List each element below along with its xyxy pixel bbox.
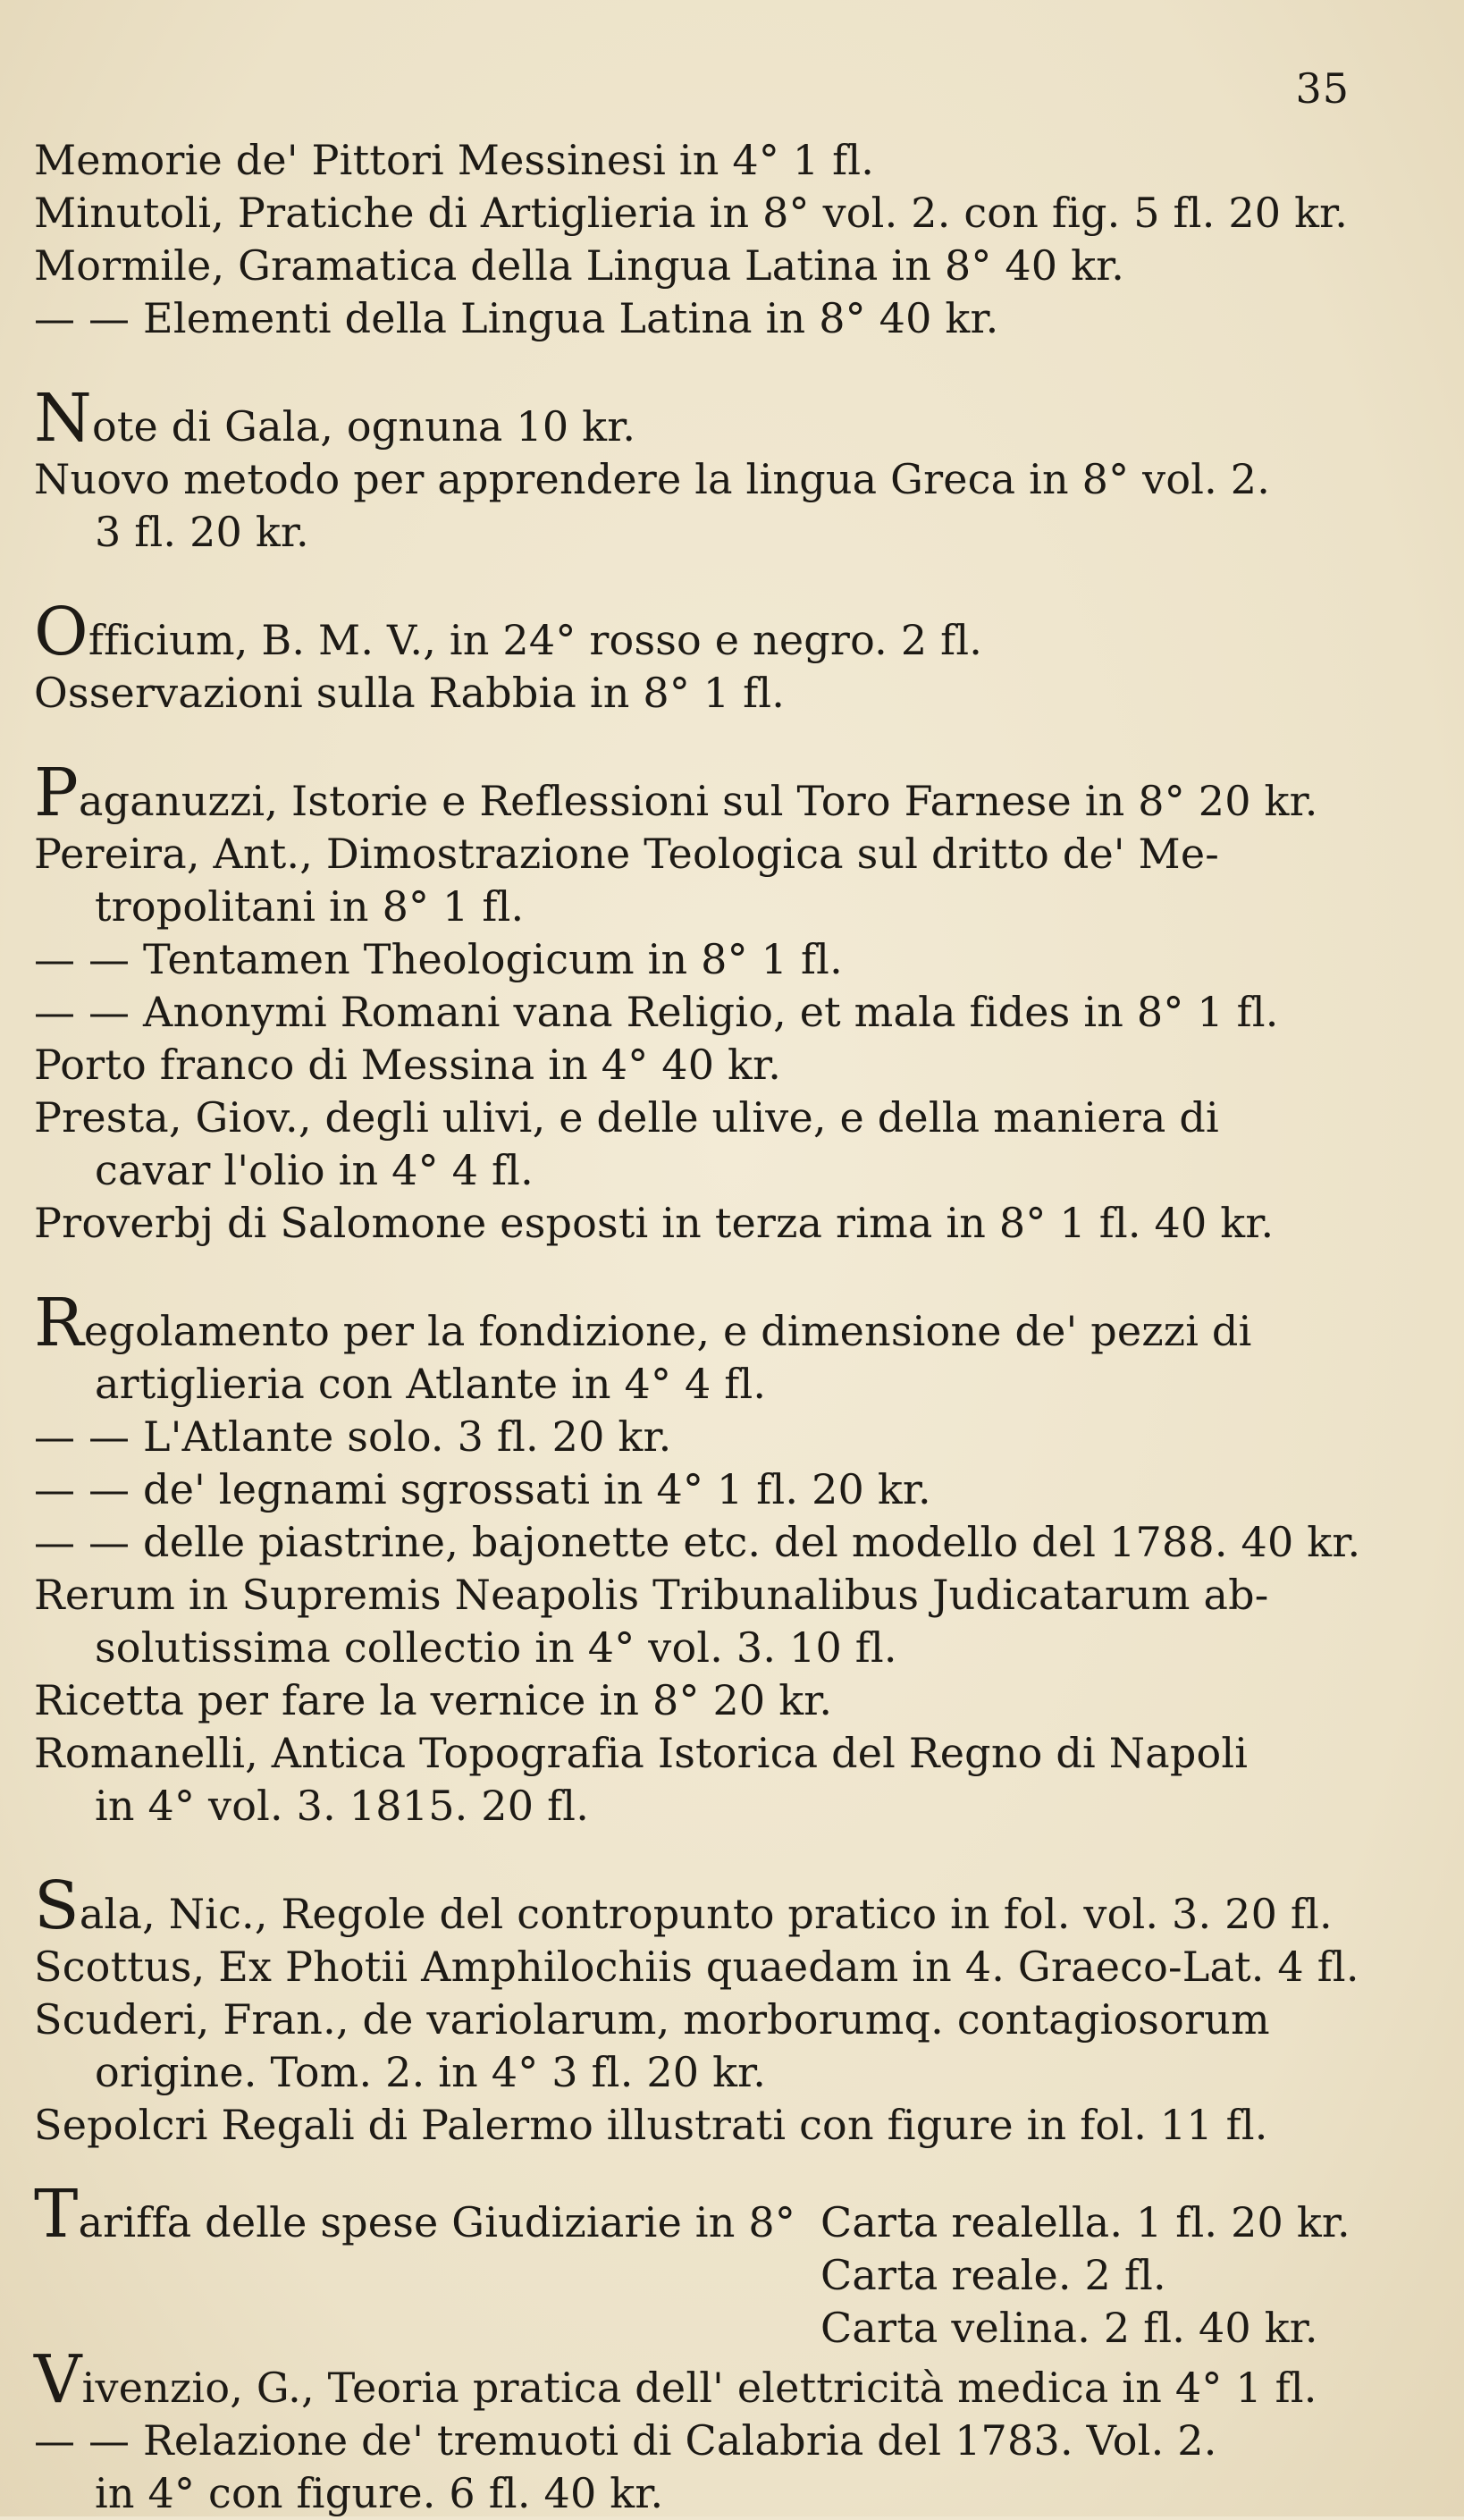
tariffa-option: Carta velina. 2 fl. 40 kr. bbox=[820, 2304, 1318, 2352]
catalogue-entry bbox=[34, 2341, 1375, 2418]
catalogue-entry bbox=[34, 594, 1375, 670]
catalogue-entry: — — Relazione de' tremuoti di Calabria del 1783. Vol. 2. bbox=[34, 2416, 1217, 2465]
section-initial-n: N bbox=[34, 380, 92, 457]
catalogue-entry bbox=[34, 2176, 796, 2253]
entry-continuation: tropolitani in 8° 1 fl. bbox=[95, 882, 525, 931]
catalogue-entry: Minutoli, Pratiche di Artiglieria in 8° vol. 2. con fig. 5 fl. 20 kr. bbox=[34, 189, 1349, 237]
entry-text: ariffa delle spese Giudiziarie in 8° bbox=[78, 2198, 796, 2246]
catalogue-entry: Scottus, Ex Photii Amphilochiis quaedam in 4. Graeco-Lat. 4 fl. bbox=[34, 1943, 1359, 1991]
section-gap bbox=[34, 345, 1375, 400]
catalogue-entry: Scuderi, Fran., de variolarum, morborumq. contagiosorum bbox=[34, 1995, 1270, 2044]
catalogue-entry bbox=[34, 1285, 1375, 1361]
entry-text: ala, Nic., Regole del contropunto pratico in fol. vol. 3. 20 fl. bbox=[79, 1890, 1333, 1938]
catalogue-entries bbox=[34, 134, 1375, 2520]
catalogue-entry: Ricetta per fare la vernice in 8° 20 kr. bbox=[34, 1676, 833, 1724]
catalogue-entry: Porto franco di Messina in 4° 40 kr. bbox=[34, 1041, 782, 1089]
entry-text: aganuzzi, Istorie e Reflessioni sul Toro Farnese in 8° 20 kr. bbox=[79, 777, 1318, 825]
section-gap bbox=[34, 720, 1375, 775]
catalogue-entry: Romanelli, Antica Topografia Istorica del Regno di Napoli bbox=[34, 1729, 1249, 1777]
catalogue-entry: — — delle piastrine, bajonette etc. del modello del 1788. 40 kr. bbox=[34, 1518, 1361, 1566]
entry-text: egolamento per la fondizione, e dimensione de' pezzi di bbox=[83, 1307, 1252, 1355]
catalogue-entry: Sepolcri Regali di Palermo illustrati con figure in fol. 11 fl. bbox=[34, 2101, 1268, 2149]
entry-text: ivenzio, G., Teoria pratica dell' elettricità medica in 4° 1 fl. bbox=[81, 2364, 1317, 2412]
tariffa-entry bbox=[34, 2176, 1375, 2362]
entry-continuation: solutissima collectio in 4° vol. 3. 10 fl. bbox=[95, 1623, 897, 1672]
section-initial-v: V bbox=[34, 2341, 82, 2418]
section-initial-r: R bbox=[34, 1285, 84, 1361]
entry-continuation: artiglieria con Atlante in 4° 4 fl. bbox=[95, 1360, 767, 1408]
catalogue-entry: Mormile, Gramatica della Lingua Latina in 8° 40 kr. bbox=[34, 241, 1125, 290]
catalogue-entry: Memorie de' Pittori Messinesi in 4° 1 fl. bbox=[34, 136, 875, 184]
section-initial-s: S bbox=[34, 1867, 80, 1944]
section-initial-o: O bbox=[34, 594, 88, 670]
entry-text: ote di Gala, ognuna 10 kr. bbox=[91, 402, 636, 451]
entry-continuation: cavar l'olio in 4° 4 fl. bbox=[95, 1146, 534, 1194]
catalogue-entry bbox=[34, 380, 1375, 457]
catalogue-entry: Presta, Giov., degli ulivi, e delle ulive, e della maniera di bbox=[34, 1093, 1219, 1142]
catalogue-entry: Osservazioni sulla Rabbia in 8° 1 fl. bbox=[34, 669, 786, 717]
catalogue-entry: — — Elementi della Lingua Latina in 8° 40 kr. bbox=[34, 294, 999, 342]
catalogue-entry: Rerum in Supremis Neapolis Tribunalibus Judicatarum ab- bbox=[34, 1571, 1269, 1619]
page-number: 35 bbox=[1295, 64, 1350, 113]
catalogue-entry bbox=[34, 1867, 1375, 1944]
section-initial-p: P bbox=[34, 754, 79, 831]
entry-text: fficium, B. M. V., in 24° rosso e negro. 2 fl. bbox=[88, 616, 983, 664]
section-gap bbox=[34, 1250, 1375, 1305]
catalogue-entry: — — Anonymi Romani vana Religio, et mala fides in 8° 1 fl. bbox=[34, 988, 1279, 1036]
entry-continuation: origine. Tom. 2. in 4° 3 fl. 20 kr. bbox=[95, 2048, 767, 2096]
entry-continuation: in 4° con figure. 6 fl. 40 kr. bbox=[95, 2469, 664, 2517]
tariffa-option: Carta realella. 1 fl. 20 kr. bbox=[820, 2198, 1350, 2246]
catalogue-entry: — — Tentamen Theologicum in 8° 1 fl. bbox=[34, 935, 843, 983]
section-gap bbox=[34, 1833, 1375, 1888]
catalogue-entry: — — L'Atlante solo. 3 fl. 20 kr. bbox=[34, 1412, 672, 1461]
catalogue-entry: Pereira, Ant., Dimostrazione Teologica sul dritto de' Me- bbox=[34, 830, 1220, 878]
entry-continuation: 3 fl. 20 kr. bbox=[95, 508, 309, 556]
tariffa-option: Carta reale. 2 fl. bbox=[820, 2251, 1166, 2299]
catalogue-entry: Proverbj di Salomone esposti in terza rima in 8° 1 fl. 40 kr. bbox=[34, 1199, 1275, 1247]
entry-continuation: in 4° vol. 3. 1815. 20 fl. bbox=[95, 1782, 590, 1830]
section-gap bbox=[34, 2152, 1375, 2196]
catalogue-entry bbox=[34, 754, 1375, 831]
catalogue-entry: — — de' legnami sgrossati in 4° 1 fl. 20 kr. bbox=[34, 1465, 931, 1513]
section-gap bbox=[34, 559, 1375, 614]
section-initial-t: T bbox=[34, 2176, 79, 2253]
catalogue-entry: Nuovo metodo per apprendere la lingua Greca in 8° vol. 2. bbox=[34, 455, 1271, 503]
